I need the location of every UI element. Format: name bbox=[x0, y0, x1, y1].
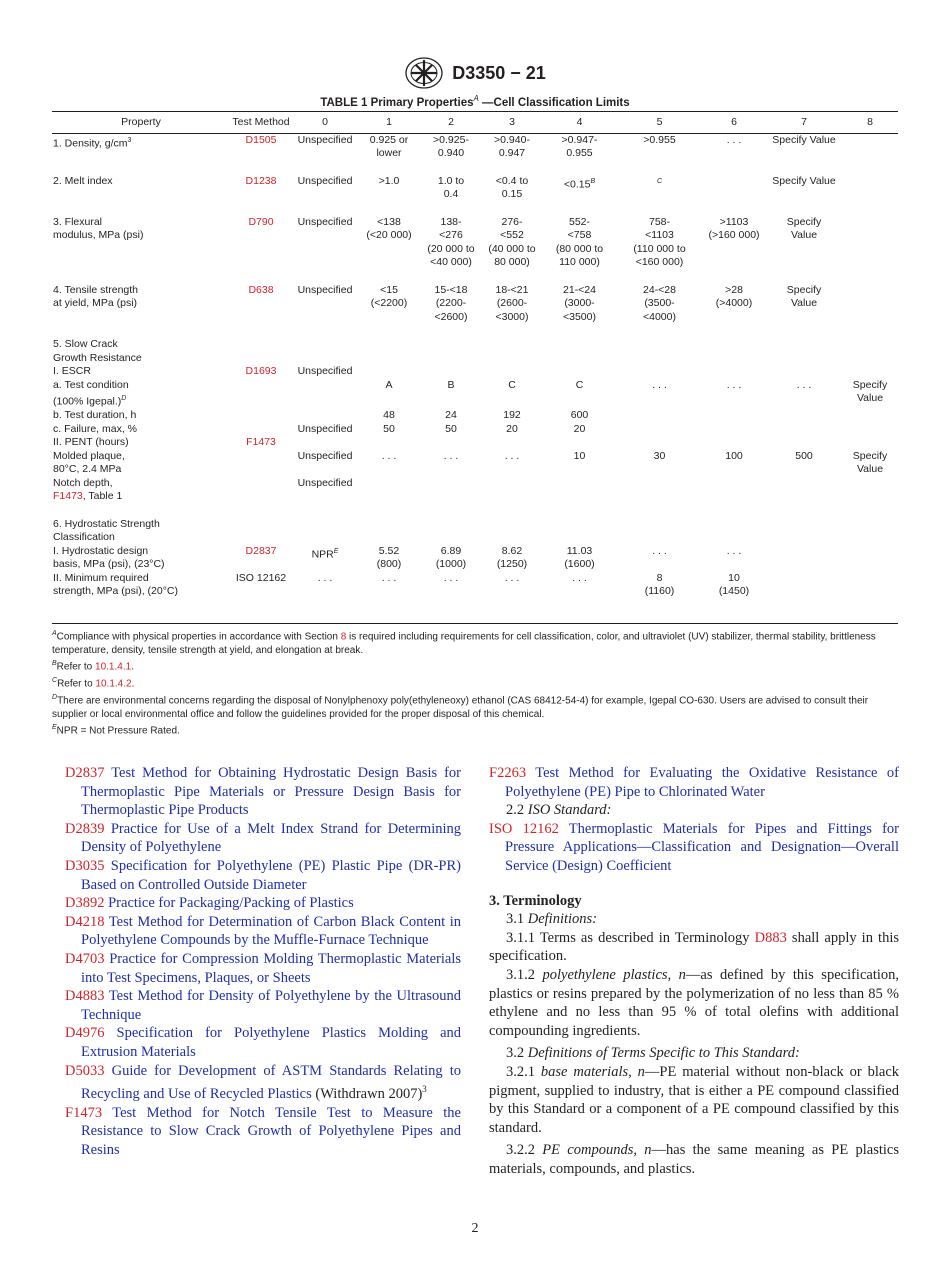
table-cell: 24 bbox=[445, 409, 457, 421]
table-cell: Unspecified bbox=[297, 215, 353, 228]
table-cell: . . . bbox=[652, 378, 667, 391]
standard-link[interactable]: D3892 bbox=[65, 895, 105, 912]
table-cell: C bbox=[575, 378, 584, 391]
list-item: D5033 Guide for Development of ASTM Standards Relating to Recycling and Use of Recycled Plastics (Withdrawn 2007)$^3$ bbox=[65, 1062, 462, 1102]
paragraph: 3.1.2 polyethylene plastics, n—as defined by this specification, plastics or resins prepared by the polymerization of no less than 85 % ethylene and no less than 95 % of total olefins with additional compounding ingredients. bbox=[489, 966, 900, 1039]
table-cell bbox=[482, 477, 542, 504]
table-row bbox=[52, 284, 898, 325]
table-row bbox=[52, 133, 898, 161]
table-cell: Specify Value bbox=[852, 449, 888, 475]
table-cell: 276- <552 (40 000 to 80 000) bbox=[488, 215, 536, 268]
table-cell: 5.52 (800) bbox=[376, 544, 402, 570]
standard-title-link[interactable]: Test Method for Obtaining Hydrostatic Design Basis for Thermoplastic Pipe Materials or Pressure Design Basis for Thermoplastic Pipe Products bbox=[81, 765, 461, 819]
standard-link[interactable]: D4976 bbox=[65, 1025, 105, 1042]
table-cell bbox=[766, 436, 842, 450]
standard-title-link[interactable]: Specification for Polyethylene Plastics Molding and Extrusion Materials bbox=[81, 1025, 462, 1060]
table-cell: Specify Value bbox=[786, 283, 822, 309]
table-cell bbox=[842, 175, 898, 202]
iso-heading: 2.2 ISO Standard: bbox=[506, 802, 612, 819]
table-cell bbox=[702, 365, 766, 379]
table-cell: $NPR^E$ bbox=[311, 547, 339, 560]
table-cell bbox=[842, 436, 898, 450]
table-cell bbox=[842, 338, 898, 365]
table-cell: 0.925 or lower bbox=[369, 133, 409, 159]
table-cell bbox=[842, 545, 898, 572]
table-cell: >28 (>4000) bbox=[715, 283, 753, 309]
table-cell: . . . bbox=[652, 544, 667, 557]
table-cell bbox=[482, 338, 542, 365]
table-cell bbox=[766, 572, 842, 601]
standard-link[interactable]: D5033 bbox=[65, 1062, 105, 1079]
table-cell bbox=[842, 423, 898, 437]
table-cell bbox=[766, 545, 842, 572]
table-cell bbox=[420, 436, 482, 450]
table-cell bbox=[617, 423, 702, 437]
list-item bbox=[489, 764, 899, 801]
property-cell: 5. Slow Crack Growth Resistance bbox=[53, 338, 142, 364]
table-cell bbox=[292, 518, 358, 545]
footnote-a: $^A$Compliance with physical properties in accordance with Section 8 is required including requirements for cell classification, color, and ultraviolet (UV) stabilizer, thermal stability, brittleness temperature, density, tensile strength at yield, and elongation at break. bbox=[52, 630, 876, 656]
test-method-cell bbox=[230, 436, 292, 450]
page-header bbox=[0, 56, 950, 90]
paragraph: 3.1 Definitions: bbox=[506, 911, 598, 928]
standard-link[interactable]: D1505 bbox=[245, 133, 277, 146]
property-cell: 1. Density, $g/cm^3$ bbox=[53, 136, 132, 149]
table-cell: Specify Value bbox=[772, 133, 836, 146]
table-cell: C bbox=[508, 378, 516, 391]
table-cell: 552- <758 (80 000 to 110 000) bbox=[555, 215, 604, 268]
table-cell bbox=[617, 409, 702, 423]
table-cell: Unspecified bbox=[297, 449, 353, 462]
table-cell: 50 bbox=[445, 422, 457, 435]
table-row bbox=[52, 477, 898, 504]
table-cell bbox=[292, 409, 358, 423]
table-cell bbox=[292, 379, 358, 410]
table-cell: Unspecified bbox=[297, 422, 353, 435]
paragraph: 3.1.1 Terms as described in Terminology D883 shall apply in this specification. bbox=[489, 929, 899, 965]
property-cell: I. ESCR bbox=[53, 365, 91, 377]
table-cell bbox=[617, 518, 702, 545]
test-method-cell bbox=[230, 518, 292, 545]
column-header: 2 bbox=[420, 112, 482, 134]
column-header: 8 bbox=[842, 112, 898, 134]
property-cell: c. Failure, max, % bbox=[53, 422, 138, 435]
property-cell: II. Minimum required strength, MPa (psi), (20°C) bbox=[53, 571, 178, 597]
astm-logo-icon bbox=[404, 56, 444, 90]
table-cell bbox=[420, 477, 482, 504]
table-row bbox=[52, 436, 898, 450]
standard-link[interactable]: D2837 bbox=[65, 765, 105, 781]
table-cell bbox=[358, 365, 420, 379]
standard-link[interactable]: D4218 bbox=[65, 913, 105, 930]
table-cell bbox=[542, 477, 617, 504]
list-item bbox=[65, 857, 461, 894]
list-item bbox=[489, 820, 899, 876]
table-row bbox=[52, 545, 898, 572]
table-footnotes bbox=[52, 623, 898, 738]
table-cell: 21-<24 (3000- <3500) bbox=[563, 283, 596, 323]
column-header: 3 bbox=[482, 112, 542, 134]
standard-link[interactable]: D3035 bbox=[65, 857, 105, 874]
table-cell: >0.940- 0.947 bbox=[494, 133, 530, 159]
test-method-cell bbox=[230, 545, 292, 572]
referenced-documents-list bbox=[65, 764, 461, 1159]
standard-link[interactable]: D2837 bbox=[245, 544, 277, 557]
table-cell bbox=[702, 338, 766, 365]
section-heading: 3. Terminology bbox=[489, 892, 582, 909]
table-cell: . . . bbox=[726, 133, 742, 146]
table-cell: >1.0 bbox=[378, 174, 400, 187]
footnote-c: $^C$Refer to 10.1.4.2. bbox=[52, 677, 135, 690]
standard-title-link[interactable]: Thermoplastic Materials for Pipes and Fittings for Pressure Applications—Classification and Designation—Overall Service (Design) Coefficient bbox=[505, 820, 899, 874]
table-row bbox=[52, 216, 898, 270]
table-cell: 11.03 (1600) bbox=[564, 544, 595, 570]
table-cell: <15 (<2200) bbox=[370, 283, 408, 309]
standard-link[interactable]: F2263 bbox=[489, 765, 527, 781]
column-header: 4 bbox=[542, 112, 617, 134]
section-link[interactable]: 10.1.4.2 bbox=[95, 678, 132, 690]
standard-link[interactable]: D1693 bbox=[245, 365, 277, 377]
table-cell: . . . bbox=[443, 571, 459, 584]
terminology-column bbox=[489, 764, 899, 1178]
section-link[interactable]: 8 bbox=[340, 631, 347, 643]
paragraph: 3.2 Definitions of Terms Specific to This Standard: bbox=[506, 1045, 800, 1062]
table-cell bbox=[702, 175, 766, 202]
standard-link[interactable]: D883 bbox=[754, 929, 787, 946]
test-method-cell bbox=[230, 338, 292, 365]
table-cell: . . . bbox=[796, 378, 812, 391]
table-cell bbox=[842, 216, 898, 270]
standard-title-link[interactable]: Test Method for Density of Polyethylene by the Ultrasound Technique bbox=[81, 988, 461, 1023]
table-cell: . . . bbox=[726, 378, 742, 391]
standard-title-link[interactable]: Practice for Compression Molding Thermoplastic Materials into Test Specimens, Plaques, or Sheets bbox=[81, 950, 462, 986]
paragraph: 3.2.2 PE compounds, n—has the same meaning as PE plastics materials, compounds, and plastics. bbox=[489, 1142, 900, 1177]
standard-title-link[interactable]: Test Method for Notch Tensile Test to Measure the Resistance to Slow Crack Growth of Polyethylene Pipes and Resins bbox=[81, 1104, 461, 1158]
table-cell: 1.0 to 0.4 bbox=[437, 174, 465, 200]
list-item bbox=[65, 987, 461, 1024]
table-cell: . . . bbox=[504, 571, 520, 584]
table-cell: Specify Value bbox=[852, 378, 888, 404]
table-cell bbox=[702, 436, 766, 450]
column-header: 1 bbox=[358, 112, 420, 134]
table-cell: 138- <276 (20 000 to <40 000) bbox=[427, 215, 475, 268]
table-cell bbox=[702, 518, 766, 545]
table-cell: $<0.15^B$ bbox=[563, 177, 596, 190]
table-cell: . . . bbox=[572, 571, 587, 584]
standard-link[interactable]: D790 bbox=[248, 215, 274, 228]
table-cell: 10 (1450) bbox=[718, 571, 750, 597]
property-cell: b. Test duration, h bbox=[53, 409, 137, 421]
list-item bbox=[65, 894, 461, 913]
paragraph: 3.2.1 base materials, n—PE material without non-black or black pigment, supplied to industry, that is either a PE compound classified by this Standard or a component of a PE compound classified by this standard. bbox=[489, 1063, 900, 1136]
table-cell bbox=[358, 436, 420, 450]
table-cell: 8.62 (1250) bbox=[496, 544, 528, 570]
standard-link[interactable]: D4883 bbox=[65, 988, 105, 1005]
column-header: Property bbox=[52, 112, 230, 134]
property-cell: II. PENT (hours) bbox=[53, 436, 129, 448]
table-row bbox=[52, 365, 898, 379]
footnote-d: $^D$There are environmental concerns regarding the disposal of Nonylphenoxy poly(ethyleneoxy) ethanol (CAS 68412-54-4) for example, Igepal CO-630. Users are advised to consult their supplier or local environmental office and follow the guidelines provided for the proper disposal of this chemical. bbox=[52, 693, 869, 720]
page-number: 2 bbox=[471, 1221, 479, 1236]
table-cell bbox=[482, 436, 542, 450]
table-cell: <138 (<20 000) bbox=[366, 215, 412, 241]
table-cell bbox=[766, 338, 842, 365]
table-cell bbox=[358, 338, 420, 365]
table-row bbox=[52, 518, 898, 545]
standard-link[interactable]: F1473 bbox=[53, 490, 83, 502]
property-cell: Notch depth, F1473, Table 1 bbox=[53, 476, 123, 502]
table-row bbox=[52, 409, 898, 423]
standard-title-link[interactable]: Practice for Use of a Melt Index Strand for Determining Density of Polyethylene bbox=[81, 820, 461, 856]
table-cell bbox=[702, 477, 766, 504]
table-cell: Specify Value bbox=[786, 215, 822, 241]
table-cell: . . . bbox=[443, 449, 459, 462]
table-cell: 15-<18 (2200- <2600) bbox=[434, 283, 468, 323]
table-cell: >0.925- 0.940 bbox=[433, 133, 469, 159]
column-header: Test Method bbox=[230, 112, 292, 134]
table-cell: <0.4 to 0.15 bbox=[495, 174, 529, 200]
table-cell: . . . bbox=[726, 544, 742, 557]
table-cell: C bbox=[656, 177, 663, 185]
table-cell: 18-<21 (2600- <3000) bbox=[495, 283, 529, 323]
standard-link[interactable]: F1473 bbox=[65, 1104, 103, 1121]
property-cell: 6. Hydrostatic Strength Classification bbox=[53, 517, 160, 543]
table-cell bbox=[542, 436, 617, 450]
table-cell bbox=[358, 477, 420, 504]
standard-link[interactable]: D1238 bbox=[245, 174, 277, 187]
table-cell bbox=[292, 436, 358, 450]
table-cell bbox=[617, 338, 702, 365]
table-cell bbox=[617, 365, 702, 379]
document-id: D3350 − 21 bbox=[452, 62, 546, 83]
table-cell bbox=[542, 338, 617, 365]
table-cell bbox=[420, 518, 482, 545]
test-method-cell bbox=[230, 379, 292, 410]
table-row bbox=[52, 423, 898, 437]
table-cell: 8 (1160) bbox=[644, 571, 675, 597]
footnote-b: $^B$Refer to 10.1.4.1. bbox=[52, 660, 134, 673]
test-method-cell bbox=[230, 133, 292, 161]
test-method-cell bbox=[230, 175, 292, 202]
table-row bbox=[52, 572, 898, 601]
standard-link[interactable]: ISO 12162 bbox=[489, 820, 559, 837]
standard-link[interactable]: D2839 bbox=[65, 820, 105, 837]
table-cell bbox=[766, 477, 842, 504]
test-method-cell bbox=[230, 365, 292, 379]
standard-title-link[interactable]: Test Method for Determination of Carbon Black Content in Polyethylene Compounds by the Muffle-Furnace Technique bbox=[81, 913, 461, 949]
table-row bbox=[52, 175, 898, 202]
standard-link[interactable]: F1473 bbox=[246, 436, 276, 448]
table-cell bbox=[617, 436, 702, 450]
table-row bbox=[52, 379, 898, 410]
standard-title-link[interactable]: Practice for Packaging/Packing of Plastics bbox=[108, 895, 354, 912]
table-cell bbox=[542, 365, 617, 379]
property-cell: 2. Melt index bbox=[53, 174, 113, 187]
table-cell: >0.947- 0.955 bbox=[561, 133, 598, 159]
column-header: 6 bbox=[702, 112, 766, 134]
table-cell: Unspecified bbox=[297, 365, 353, 377]
table-cell: 50 bbox=[383, 422, 395, 435]
list-item bbox=[65, 913, 461, 950]
table-cell: 192 bbox=[503, 409, 521, 421]
table-cell bbox=[842, 572, 898, 601]
test-method-cell bbox=[230, 423, 292, 437]
property-cell: I. Hydrostatic design basis, MPa (psi), (23°C) bbox=[53, 544, 165, 570]
table-cell: Unspecified bbox=[297, 283, 353, 296]
column-header: 7 bbox=[766, 112, 842, 134]
table-cell: Unspecified bbox=[297, 174, 353, 187]
table-cell bbox=[617, 477, 702, 504]
table-cell bbox=[420, 365, 482, 379]
table-cell: . . . bbox=[381, 449, 397, 462]
property-cell: 4. Tensile strength at yield, MPa (psi) bbox=[53, 283, 139, 309]
table-cell bbox=[842, 518, 898, 545]
table-cell: A bbox=[385, 378, 393, 391]
property-cell: 3. Flexural modulus, MPa (psi) bbox=[53, 215, 144, 241]
table-cell: Specify Value bbox=[772, 174, 836, 187]
standard-title-link[interactable]: Guide for Development of ASTM Standards Relating to Recycling and Use of Recycled Plastics bbox=[81, 1062, 462, 1102]
list-item bbox=[65, 1024, 461, 1061]
footnote-e: $^E$NPR = Not Pressure Rated. bbox=[52, 724, 180, 737]
table-cell: . . . bbox=[381, 571, 397, 584]
table-cell bbox=[766, 423, 842, 437]
table-row bbox=[52, 450, 898, 477]
section-link[interactable]: 10.1.4.1 bbox=[95, 661, 132, 673]
standard-link[interactable]: D638 bbox=[248, 283, 274, 296]
table-cell: 20 bbox=[506, 422, 518, 435]
table-cell bbox=[766, 409, 842, 423]
table-title: TABLE 1 Primary Properties$^A$ —Cell Classification Limits bbox=[320, 94, 630, 109]
table-cell: >1103 (>160 000) bbox=[708, 215, 760, 241]
list-item bbox=[65, 1104, 461, 1160]
table-cell bbox=[766, 518, 842, 545]
list-item bbox=[65, 950, 461, 987]
table-cell bbox=[702, 423, 766, 437]
table-header-row bbox=[52, 112, 898, 134]
property-cell: a. Test condition (100% Igepal.)$^D$ bbox=[53, 378, 129, 408]
table-cell: 758- <1103 (110 000 to <160 000) bbox=[633, 215, 686, 268]
table-cell: 6.89 (1000) bbox=[435, 544, 467, 570]
table-row bbox=[52, 338, 898, 365]
table-cell: 10 bbox=[573, 449, 586, 462]
table-cell: Unspecified bbox=[297, 133, 353, 146]
table-cell bbox=[482, 518, 542, 545]
table-cell bbox=[420, 338, 482, 365]
table-cell bbox=[842, 133, 898, 161]
table-cell: 600 bbox=[570, 409, 589, 421]
standard-link[interactable]: D4703 bbox=[65, 950, 105, 967]
table-cell bbox=[702, 409, 766, 423]
table-cell: Unspecified bbox=[297, 476, 353, 489]
property-cell: Molded plaque, 80°C, 2.4 MPa bbox=[53, 449, 125, 475]
standard-title-link[interactable]: Test Method for Evaluating the Oxidative Resistance of Polyethylene (PE) Pipe to Chlorinated Water bbox=[505, 765, 899, 800]
table-cell: . . . bbox=[504, 449, 520, 462]
table-cell: >0.955 bbox=[643, 133, 676, 146]
test-method-cell bbox=[230, 450, 292, 477]
table-cell bbox=[842, 284, 898, 325]
column-header: 5 bbox=[617, 112, 702, 134]
table-cell bbox=[542, 518, 617, 545]
standard-title-link[interactable]: Specification for Polyethylene (PE) Plastic Pipe (DR-PR) Based on Controlled Outside Diameter bbox=[81, 857, 461, 893]
table-cell: 500 bbox=[795, 449, 813, 462]
table-cell bbox=[766, 365, 842, 379]
table-cell: 48 bbox=[383, 409, 395, 421]
table-cell bbox=[842, 477, 898, 504]
list-item bbox=[65, 820, 461, 857]
list-item bbox=[65, 764, 461, 820]
table-cell bbox=[842, 409, 898, 423]
test-method-cell bbox=[230, 477, 292, 504]
test-method-cell: ISO 12162 bbox=[235, 571, 287, 584]
table-cell: . . . bbox=[317, 571, 333, 584]
table-cell: 100 bbox=[725, 449, 743, 462]
table-cell bbox=[358, 518, 420, 545]
table-cell: 30 bbox=[653, 449, 666, 462]
test-method-cell bbox=[230, 216, 292, 270]
table-cell bbox=[292, 338, 358, 365]
table-cell: 20 bbox=[573, 422, 586, 435]
table-cell: 24-<28 (3500- <4000) bbox=[643, 283, 676, 323]
column-header: 0 bbox=[292, 112, 358, 134]
test-method-cell bbox=[230, 409, 292, 423]
table-cell bbox=[482, 365, 542, 379]
table-cell: B bbox=[447, 378, 455, 391]
cell-classification-table bbox=[52, 111, 898, 601]
table-cell bbox=[842, 365, 898, 379]
test-method-cell bbox=[230, 284, 292, 325]
